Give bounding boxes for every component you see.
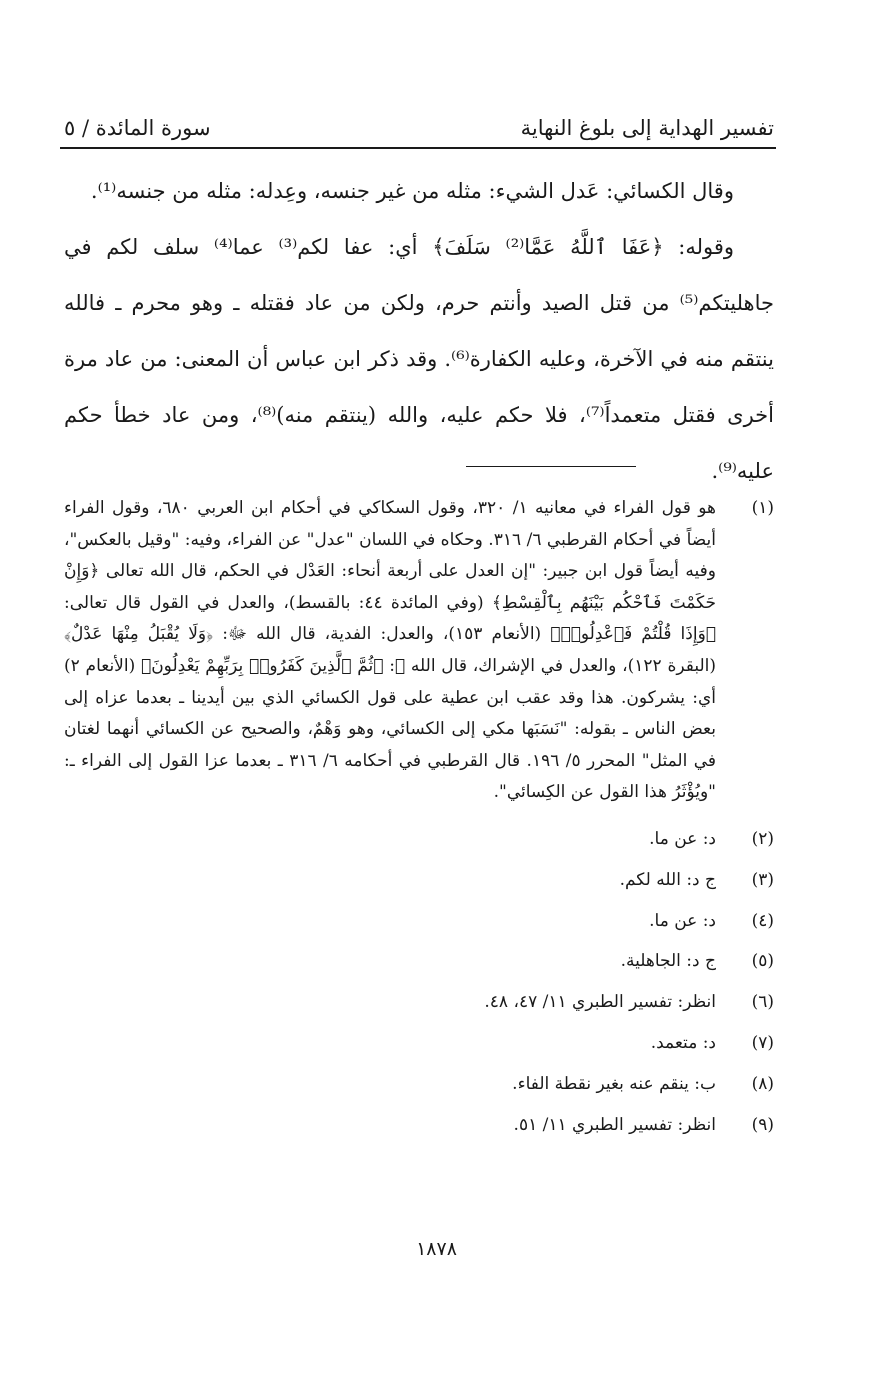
header-rule xyxy=(60,147,776,149)
paragraph: وقال الكسائي: عَدل الشيء: مثله من غير جنسه، وعِدله: مثله من جنسه⁽¹⁾. xyxy=(90,179,734,203)
footnote-item xyxy=(64,493,774,809)
footnote-item xyxy=(64,941,774,982)
footnote-item xyxy=(64,901,774,942)
running-header xyxy=(64,100,774,140)
footnote-text: ب: ينقم عنه بغير نقطة الفاء. xyxy=(512,1073,716,1094)
footnote-number: (٦) xyxy=(751,992,774,1013)
surah-label: سورة المائدة / ٥ xyxy=(64,116,211,140)
footnotes xyxy=(64,493,774,1145)
book-title: تفسير الهداية إلى بلوغ النهاية xyxy=(520,116,774,140)
main-text xyxy=(64,163,774,499)
page-number: ١٨٧٨ xyxy=(416,1238,457,1260)
footnote-text: انظر: تفسير الطبري ١١/ ٤٧، ٤٨. xyxy=(484,992,716,1013)
footnote-item xyxy=(64,860,774,901)
paragraph: وقوله: ﴿عَفَا ٱللَّهُ عَمَّا⁽²⁾ سَلَفَ﴾ أي: عفا لكم⁽³⁾ عما⁽⁴⁾ سلف لكم في جاهليتكم⁽⁵⁾ من قتل الصيد وأنتم حرم، ولكن من عاد فقتله ـ وهو محرم ـ فالله ينتقم منه في الآخرة، وعليه الكفارة⁽⁶⁾. وقد ذكر ابن عباس أن المعنى: من عاد مرة أخرى فقتل متعمداً⁽⁷⁾، فلا حكم عليه، والله (ينتقم منه)⁽⁸⁾، ومن عاد خطأ حكم عليه⁽⁹⁾. xyxy=(64,235,774,483)
footnote-separator xyxy=(466,466,636,467)
footnote-item xyxy=(64,1023,774,1064)
footnote-text: د: عن ما. xyxy=(649,910,716,931)
footnote-number: (٣) xyxy=(751,869,774,890)
footnote-number: (٧) xyxy=(751,1032,774,1053)
footnote-text: ج د: الجاهلية. xyxy=(620,951,716,972)
footnote-text: د: عن ما. xyxy=(649,828,716,849)
footnote-item xyxy=(64,819,774,860)
footnote-text: انظر: تفسير الطبري ١١/ ٥١. xyxy=(513,1114,716,1135)
footnote-item xyxy=(64,982,774,1023)
footnote-number: (٢) xyxy=(751,828,774,849)
footnote-item xyxy=(64,1064,774,1105)
footnote-text: د: متعمد. xyxy=(650,1032,716,1053)
footnote-text: هو قول الفراء في معانيه ١/ ٣٢٠، وقول السكاكي في أحكام ابن العربي ٦٨٠، وقول الفراء أيضاً في أحكام القرطبي ٦/ ٣١٦. وحكاه في اللسان "عدل" عن الفراء، وفيه: "وقيل بالعكس"، وفيه أيضاً قول ابن جبير: "إن العدل على أربعة أنحاء: العَدْل في الحكم، قال الله تعالى ﴿وَإِنْ حَكَمْتَ فَٱحْكُم بَيْنَهُم بِٱلْقِسْطِ﴾ (وفي المائدة ٤٤: بالقسط)، والعدل في القول قال تعالى: ﴿وَإِذَا قُلْتُمْ فَٱعْدِلُوا۟﴾ (الأنعام ١٥٣)، والعدل: الفدية، قال الله ﷻ: ﴿وَلَا يُقْبَلُ مِنْهَا عَدْلٌ﴾ (البقرة ١٢٢)، والعدل في الإشراك، قال الله ﷻ: ﴿ثُمَّ ٱلَّذِينَ كَفَرُوا۟ بِرَبِّهِمْ يَعْدِلُونَ﴾ (الأنعام ٢) أي: يشركون. هذا وقد عقب ابن عطية على قول الكسائي الذي بين أيدينا ـ بعدما عزاه إلى بعض الناس ـ بقوله: "نَسَبَها مكي إلى الكسائي، وهو وَهْمٌ، والصحيح عن الكسائي أنهما لغتان في المثل" المحرر ٥/ ١٩٦. قال القرطبي في أحكامه ٦/ ٣١٦ ـ بعدما عزا القول إلى الفراء ـ: "ويُؤْثَرُ هذا القول عن الكِسائي". xyxy=(64,498,717,803)
footnote-number: (١) xyxy=(751,498,774,518)
footnote-number: (٨) xyxy=(751,1073,774,1094)
footnote-item xyxy=(64,1105,774,1146)
footnote-text: ج د: الله لكم. xyxy=(619,869,716,890)
footnote-number: (٤) xyxy=(751,910,774,931)
footnote-number: (٥) xyxy=(751,951,774,972)
footnote-number: (٩) xyxy=(751,1114,774,1135)
